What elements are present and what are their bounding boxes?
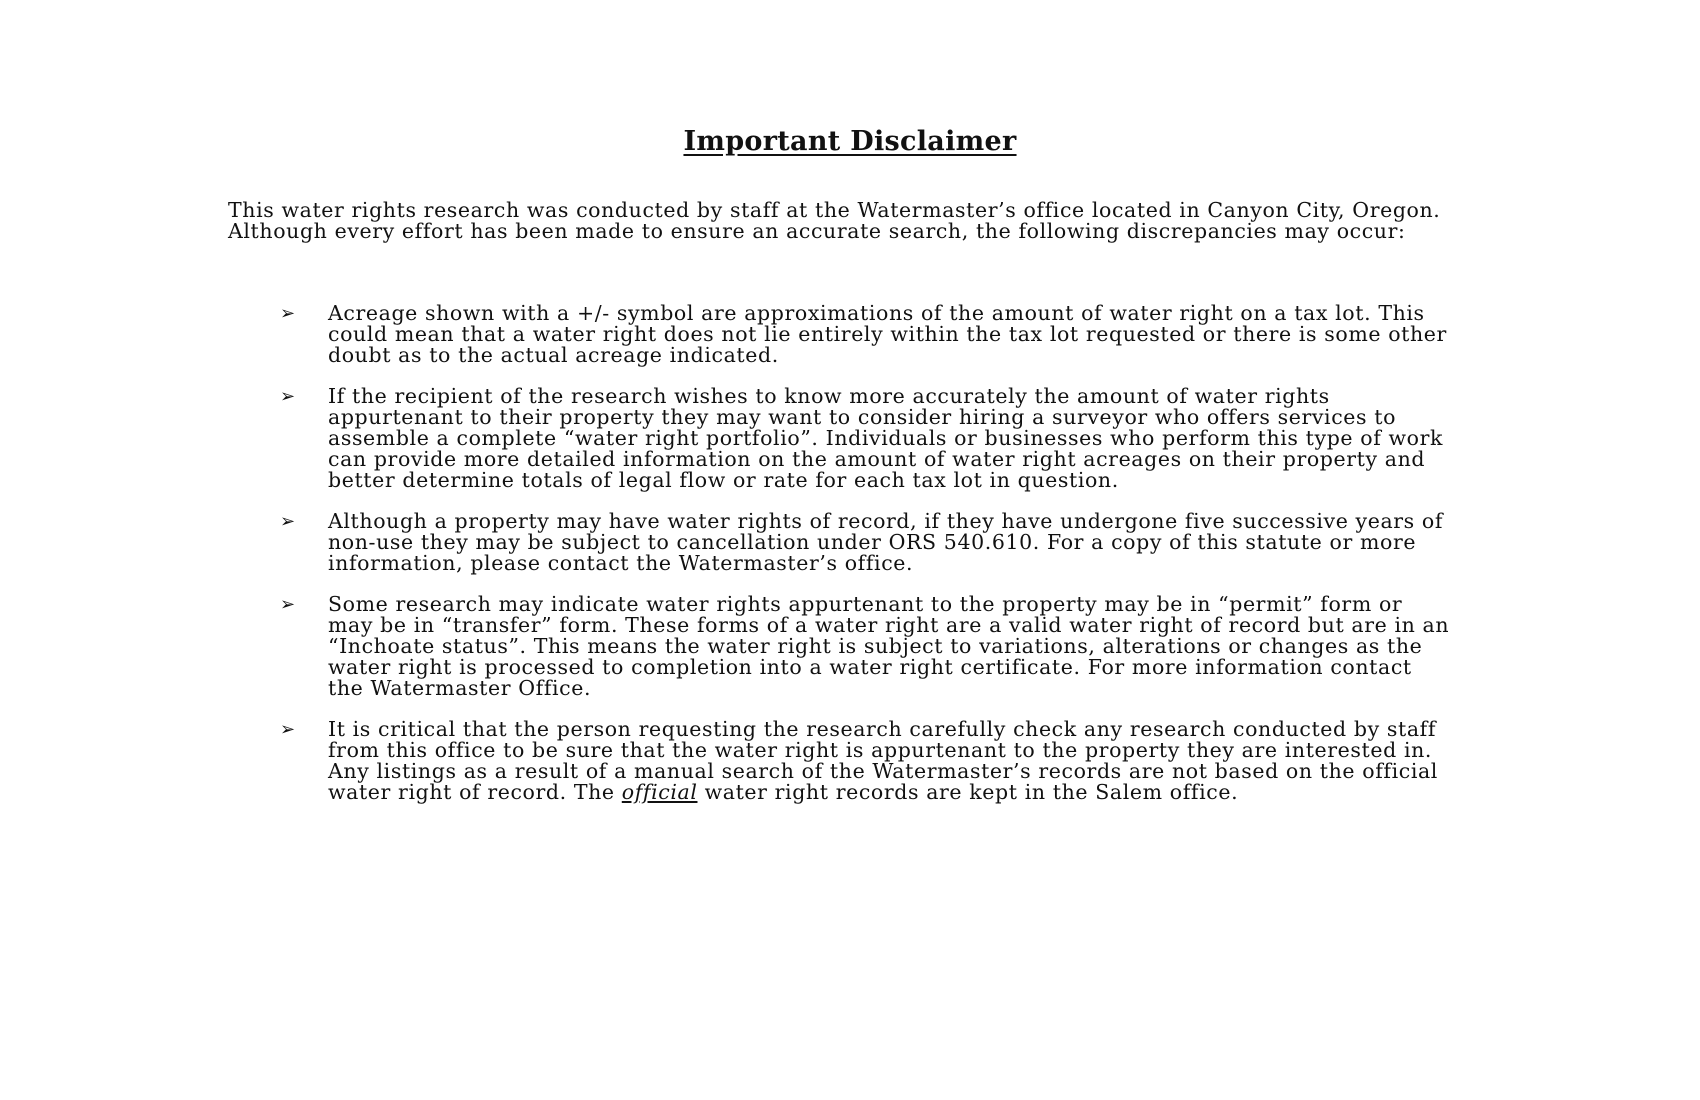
list-item <box>280 386 1450 491</box>
list-item-text: Some research may indicate water rights appurtenant to the property may be in “permit” form or may be in “transfer” form. These forms of a water right are a valid water right of record but are in an “Inchoate status”. This means the water right is subject to variations, alterations or changes as the water right is processed to completion into a water right certificate. For more information contact the Watermaster Office. <box>328 592 1450 700</box>
list-item <box>280 719 1450 803</box>
intro-paragraph: This water rights research was conducted by staff at the Watermaster’s office located in Canyon City, Oregon. Although every effort has been made to ensure an accurate search, the following discrepancies may occur: <box>228 198 1441 243</box>
list-item-text: If the recipient of the research wishes to know more accurately the amount of water rights appurtenant to their property they may want to consider hiring a surveyor who offers services to assemble a complete “water right portfolio”. Individuals or businesses who perform this type of work can provide more detailed information on the amount of water right acreages on their property and better determine totals of legal flow or rate for each tax lot in question. <box>328 384 1444 492</box>
list-item-text-end: water right records are kept in the Salem office. <box>697 780 1239 804</box>
arrow-bullet-icon: ➢ <box>280 511 296 532</box>
emphasis-official: official <box>621 780 698 804</box>
list-item <box>280 594 1450 699</box>
arrow-bullet-icon: ➢ <box>280 594 296 615</box>
discrepancy-list <box>280 303 1450 823</box>
list-item-text-start: It is critical that the person requesting the research carefully check any research conducted by staff from this office to be sure that the water right is appurtenant to the property they are interested in. Any listings as a result of a manual search of the Watermaster’s records are not based on the official water right of record. The <box>328 717 1438 804</box>
list-item-text: Acreage shown with a +/- symbol are approximations of the amount of water right on a tax lot. This could mean that a water right does not lie entirely within the tax lot requested or there is some other doubt as to the actual acreage indicated. <box>328 301 1447 367</box>
list-item-text <box>328 717 1438 804</box>
arrow-bullet-icon: ➢ <box>280 303 296 324</box>
arrow-bullet-icon: ➢ <box>280 386 296 407</box>
list-item-text: Although a property may have water rights of record, if they have undergone five successive years of non-use they may be subject to cancellation under ORS 540.610. For a copy of this statute or more information, please contact the Watermaster’s office. <box>328 509 1444 575</box>
list-item <box>280 303 1450 366</box>
list-item <box>280 511 1450 574</box>
arrow-bullet-icon: ➢ <box>280 719 296 740</box>
page-title: Important Disclaimer <box>683 126 1017 157</box>
